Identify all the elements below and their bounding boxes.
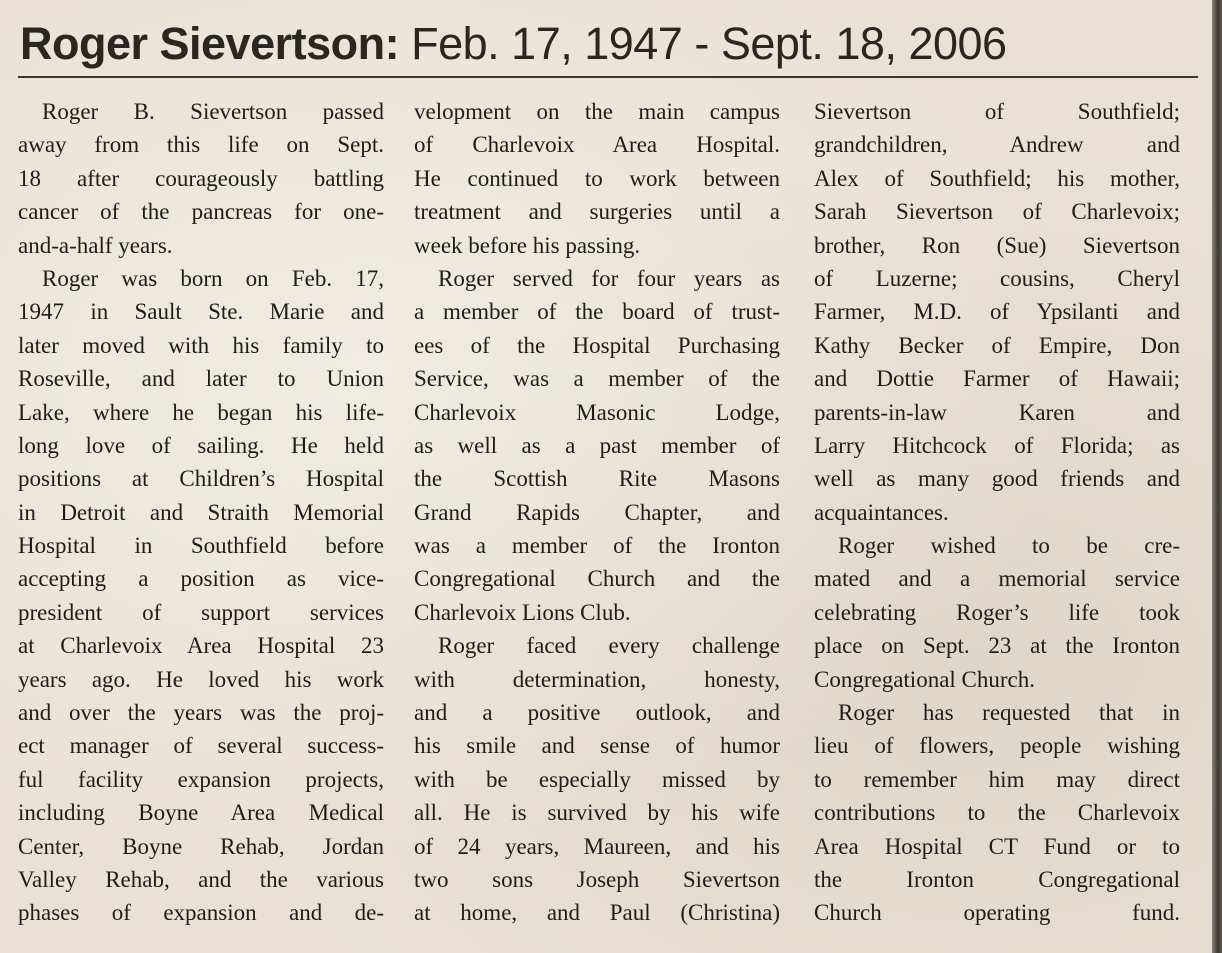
text-line: Valley Rehab, and the various bbox=[18, 866, 384, 892]
text-line: 1947 in Sault Ste. Marie and bbox=[18, 299, 384, 325]
text-line: years ago. He loved his work bbox=[18, 666, 384, 692]
text-line: Congregational Church. bbox=[814, 666, 1036, 692]
text-line: Service, was a member of the bbox=[414, 366, 780, 392]
headline bbox=[20, 14, 1200, 74]
text-line: treatment and surgeries until a bbox=[414, 199, 780, 225]
text-line: his smile and sense of humor bbox=[414, 733, 780, 759]
text-line: cancer of the pancreas for one- bbox=[18, 199, 384, 225]
text-line: Sievertson of Southfield; bbox=[814, 99, 1180, 124]
text-line: Area Hospital CT Fund or to bbox=[814, 833, 1180, 859]
text-line: Charlevoix Lions Club. bbox=[414, 599, 631, 625]
text-line: Church operating fund. bbox=[814, 900, 1180, 926]
text-column-3 bbox=[814, 95, 1180, 930]
text-line: and-a-half years. bbox=[18, 232, 173, 258]
text-line: ees of the Hospital Purchasing bbox=[414, 332, 780, 358]
text-line: of Charlevoix Area Hospital. bbox=[414, 132, 780, 158]
text-line: celebrating Roger’s life took bbox=[814, 599, 1180, 625]
text-line: Roger has requested that in bbox=[838, 700, 1180, 726]
text-line: Roger B. Sievertson passed bbox=[42, 99, 384, 124]
text-line: and over the years was the proj- bbox=[18, 700, 384, 726]
text-line: Roger faced every challenge bbox=[438, 633, 780, 659]
text-line: contributions to the Charlevoix bbox=[814, 800, 1180, 826]
text-column-2 bbox=[414, 95, 780, 930]
text-line: of 24 years, Maureen, and his bbox=[414, 833, 780, 859]
text-line: Roger was born on Feb. 17, bbox=[42, 265, 384, 291]
text-line: Kathy Becker of Empire, Don bbox=[814, 332, 1180, 358]
text-line: and a positive outlook, and bbox=[414, 700, 780, 726]
text-line: velopment on the main campus bbox=[414, 99, 780, 124]
text-line: positions at Children’s Hospital bbox=[18, 466, 384, 492]
text-line: Alex of Southfield; his mother, bbox=[814, 165, 1180, 191]
text-line: accepting a position as vice- bbox=[18, 566, 384, 592]
text-line: all. He is survived by his wife bbox=[414, 800, 780, 826]
text-line: later moved with his family to bbox=[18, 332, 384, 358]
text-line: Roseville, and later to Union bbox=[18, 366, 384, 392]
text-line: week before his passing. bbox=[414, 232, 641, 258]
text-line: and Dottie Farmer of Hawaii; bbox=[814, 366, 1180, 392]
text-line: 18 after courageously battling bbox=[18, 165, 384, 191]
text-line: grandchildren, Andrew and bbox=[814, 132, 1180, 158]
text-line: brother, Ron (Sue) Sievertson bbox=[814, 232, 1180, 258]
text-line: a member of the board of trust- bbox=[414, 299, 780, 325]
text-line: the Ironton Congregational bbox=[814, 866, 1180, 892]
text-line: in Detroit and Straith Memorial bbox=[18, 499, 384, 525]
text-column-1 bbox=[18, 95, 384, 930]
text-line: with determination, honesty, bbox=[414, 666, 780, 692]
text-line: at Charlevoix Area Hospital 23 bbox=[18, 633, 384, 659]
text-line: long love of sailing. He held bbox=[18, 432, 384, 458]
text-line: of Luzerne; cousins, Cheryl bbox=[814, 265, 1180, 291]
headline-name: Roger Sievertson: bbox=[20, 18, 400, 69]
text-line: Sarah Sievertson of Charlevoix; bbox=[814, 199, 1180, 225]
text-line: including Boyne Area Medical bbox=[18, 800, 384, 826]
text-line: He continued to work between bbox=[414, 165, 780, 191]
text-line: as well as a past member of bbox=[414, 432, 780, 458]
text-line: Roger served for four years as bbox=[438, 265, 780, 291]
text-line: acquaintances. bbox=[814, 499, 949, 525]
text-line: ect manager of several success- bbox=[18, 733, 384, 759]
text-line: was a member of the Ironton bbox=[414, 533, 780, 559]
text-line: Hospital in Southfield before bbox=[18, 533, 384, 559]
text-line: lieu of flowers, people wishing bbox=[814, 733, 1180, 759]
text-line: Congregational Church and the bbox=[414, 566, 780, 592]
text-line: Grand Rapids Chapter, and bbox=[414, 499, 780, 525]
text-line: Larry Hitchcock of Florida; as bbox=[814, 432, 1180, 458]
text-line: place on Sept. 23 at the Ironton bbox=[814, 633, 1180, 659]
text-line: with be especially missed by bbox=[414, 766, 780, 792]
text-line: well as many good friends and bbox=[814, 466, 1180, 492]
text-line: to remember him may direct bbox=[814, 766, 1180, 792]
text-line: mated and a memorial service bbox=[814, 566, 1180, 592]
text-line: president of support services bbox=[18, 599, 384, 625]
text-line: Lake, where he began his life- bbox=[18, 399, 384, 425]
text-line: the Scottish Rite Masons bbox=[414, 466, 780, 492]
text-line: parents-in-law Karen and bbox=[814, 399, 1180, 425]
text-line: phases of expansion and de- bbox=[18, 900, 384, 926]
text-line: away from this life on Sept. bbox=[18, 132, 384, 158]
headline-dates: Feb. 17, 1947 - Sept. 18, 2006 bbox=[411, 18, 1007, 69]
text-line: Farmer, M.D. of Ypsilanti and bbox=[814, 299, 1180, 325]
text-line: two sons Joseph Sievertson bbox=[414, 866, 780, 892]
text-line: ful facility expansion projects, bbox=[18, 766, 384, 792]
text-line: Center, Boyne Rehab, Jordan bbox=[18, 833, 384, 859]
text-line: at home, and Paul (Christina) bbox=[414, 900, 780, 926]
page-edge-shadow bbox=[1212, 0, 1222, 953]
headline-rule bbox=[18, 76, 1198, 78]
text-line: Charlevoix Masonic Lodge, bbox=[414, 399, 780, 425]
text-line: Roger wished to be cre- bbox=[838, 533, 1180, 559]
